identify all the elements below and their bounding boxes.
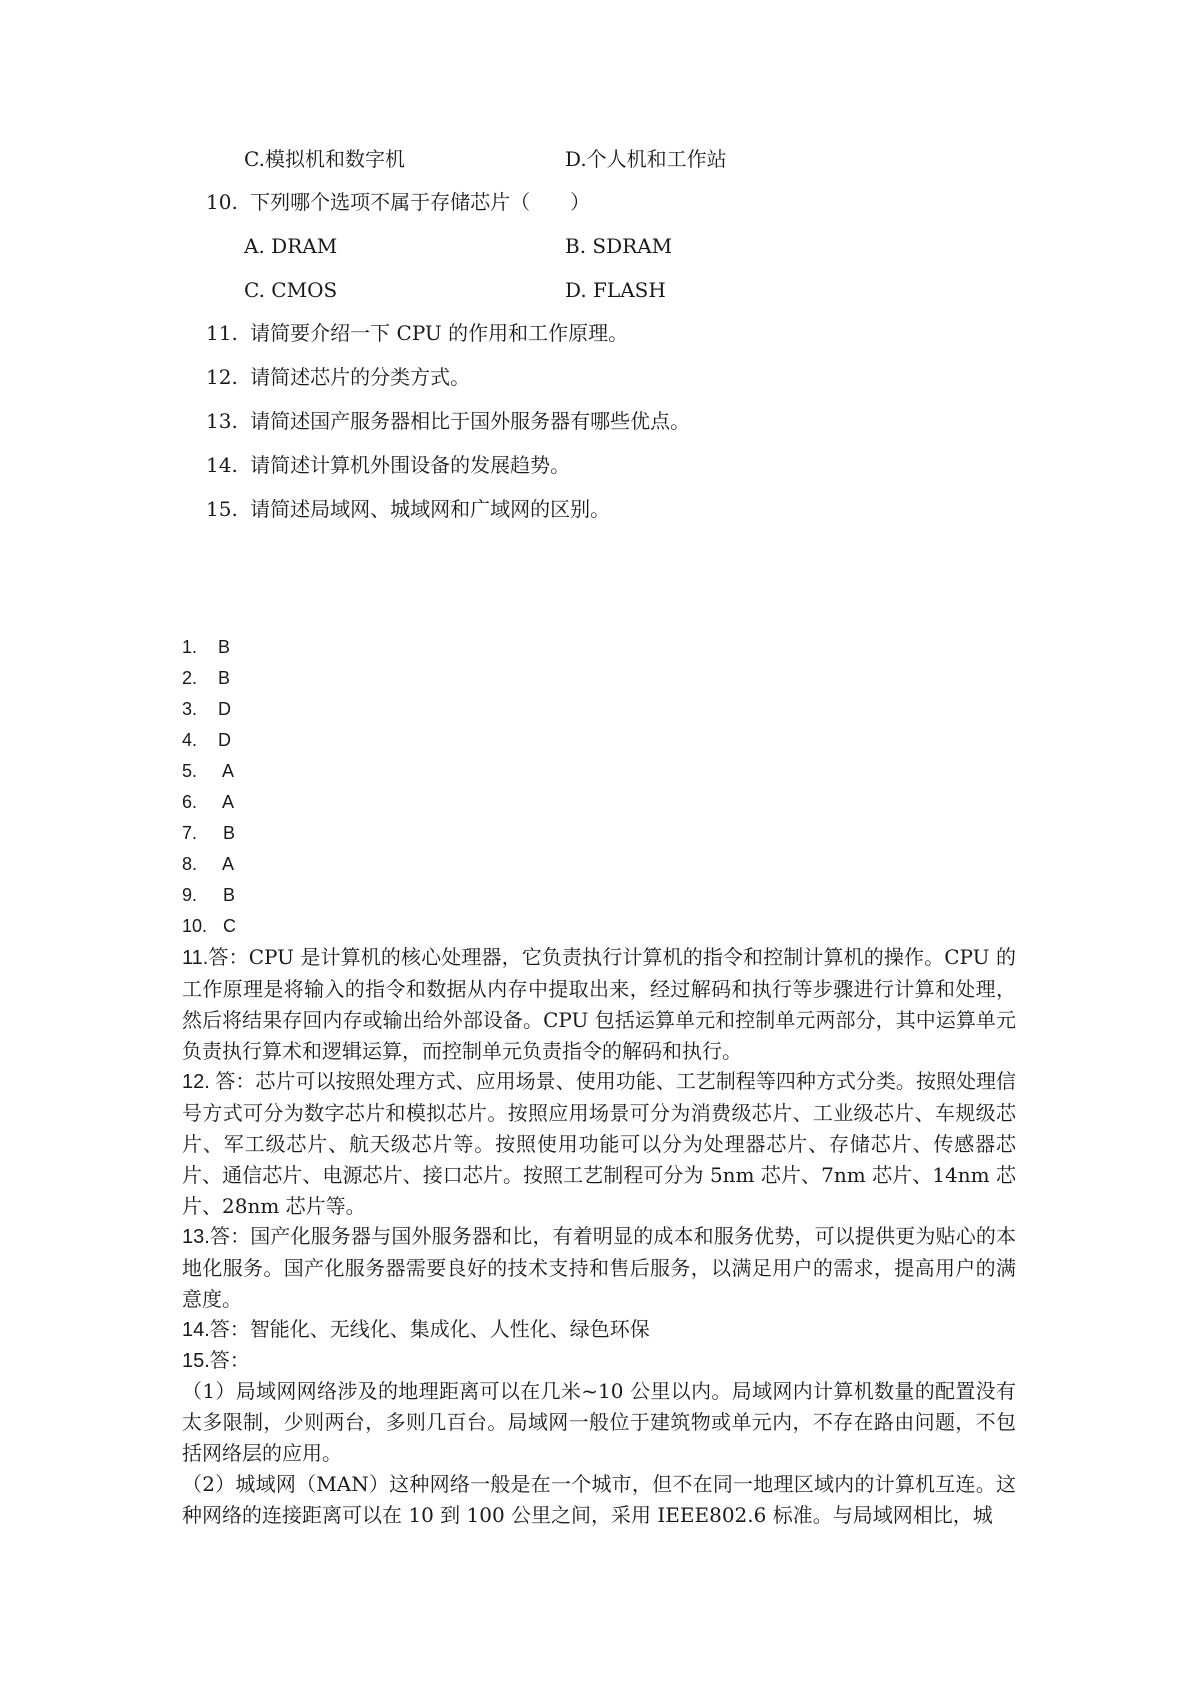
answer-number: 6. [182,792,198,812]
answer-12 [182,1066,1016,1222]
answer-item [182,911,236,942]
answer-text: 芯片可以按照处理方式、应用场景、使用功能、工艺制程等四种方式分类。按照处理信号方式可分为数字芯片和模拟芯片。按照应用场景可分为消费级芯片、工业级芯片、车规级芯片、军工级芯片、航天级芯片等。按照使用功能可以分为处理器芯片、存储芯片、传感器芯片、通信芯片、电源芯片、接口芯片。按照工艺制程可分为 5nm 芯片、7nm 芯片、14nm 芯片、28nm 芯片等。 [182,1069,1017,1218]
answer-value: B [218,885,236,905]
answer-item [182,632,236,663]
question-14 [206,452,570,478]
answer-item [182,694,236,725]
question-text: 请简要介绍一下 CPU 的作用和工作原理。 [250,321,629,345]
question-12 [206,364,470,390]
question-number: 13. [206,409,238,433]
question-text: 请简述局域网、城域网和广域网的区别。 [250,497,611,521]
answer-number: 8. [182,854,198,874]
answer-label: 13.答： [182,1226,251,1248]
question-11 [206,320,628,346]
answer-value: D [218,730,231,750]
answer-label: 15.答： [182,1350,250,1372]
answer-label: 11.答： [182,947,249,969]
question-number: 11. [206,321,238,345]
answer-item [182,818,236,849]
answer-number: 10. [182,916,208,936]
answer-15-label [182,1345,1016,1377]
question-13 [206,408,690,434]
question-15 [206,496,610,522]
answer-value: A [218,792,235,812]
answer-item [182,756,236,787]
answer-label: 12. 答： [182,1071,256,1093]
answer-value: B [218,668,231,688]
question-number: 14. [206,453,238,477]
question-number: 12. [206,365,238,389]
answer-number: 3. [182,699,198,719]
answer-value: C [218,916,236,936]
q9-option-c: C.模拟机和数字机 [244,147,405,171]
answer-number: 9. [182,885,198,905]
answer-text: CPU 是计算机的核心处理器，它负责执行计算机的指令和控制计算机的操作。CPU 的工作原理是将输入的指令和数据从内存中提取出来，经过解码和执行等步骤进行计算和处理，然后将结果存回内存或输出给外部设备。CPU 包括运算单元和控制单元两部分，其中运算单元负责执行算术和逻辑运算，而控制单元负责指令的解码和执行。 [182,945,1016,1063]
answer-number: 2. [182,668,198,688]
q9-option-d: D.个人机和工作站 [565,147,727,171]
q10-option-a: A. DRAM [244,234,338,258]
answer-15-paragraph-2: （2）城域网（MAN）这种网络一般是在一个城市，但不在同一地理区域内的计算机互连。这种网络的连接距离可以在 10 到 100 公里之间，采用 IEEE802.6 标准。与局域网相比，城 [182,1472,1016,1527]
question-number: 15. [206,497,238,521]
answer-item [182,663,236,694]
answer-number: 5. [182,761,198,781]
answer-label: 14.答： [182,1319,250,1341]
answer-text: 智能化、无线化、集成化、人性化、绿色环保 [249,1317,650,1341]
answer-value: B [218,637,231,657]
question-text: 请简述芯片的分类方式。 [250,365,471,389]
q10-option-b: B. SDRAM [565,234,673,258]
question-10 [206,189,590,215]
answer-value: D [218,699,231,719]
answer-item [182,880,236,911]
answer-14 [182,1314,1016,1346]
answer-value: A [218,761,235,781]
answer-key-list [182,632,236,942]
answer-15-paragraph-1: （1）局域网网络涉及的地理距离可以在几米~10 公里以内。局域网内计算机数量的配置没有太多限制，少则两台，多则几百台。局域网一般位于建筑物或单元内，不存在路由问题，不包括网络层的应用。 [182,1379,1016,1465]
answer-number: 1. [182,637,198,657]
question-text: 下列哪个选项不属于存储芯片（ ） [250,190,591,214]
answer-value: A [218,854,235,874]
q10-option-c: C. CMOS [244,278,338,302]
q10-option-d: D. FLASH [565,278,666,302]
answer-number: 7. [182,823,198,843]
answer-item [182,787,236,818]
answer-item [182,725,236,756]
question-text: 请简述国产服务器相比于国外服务器有哪些优点。 [250,409,691,433]
answer-13 [182,1221,1016,1315]
answer-text: 国产化服务器与国外服务器和比，有着明显的成本和服务优势，可以提供更为贴心的本地化服务。国产化服务器需要良好的技术支持和售后服务，以满足用户的需求，提高用户的满意度。 [182,1224,1017,1311]
question-text: 请简述计算机外围设备的发展趋势。 [250,453,571,477]
answer-value: B [218,823,236,843]
question-number: 10. [206,190,238,214]
answer-item [182,849,236,880]
answer-number: 4. [182,730,198,750]
answer-11 [182,942,1016,1067]
